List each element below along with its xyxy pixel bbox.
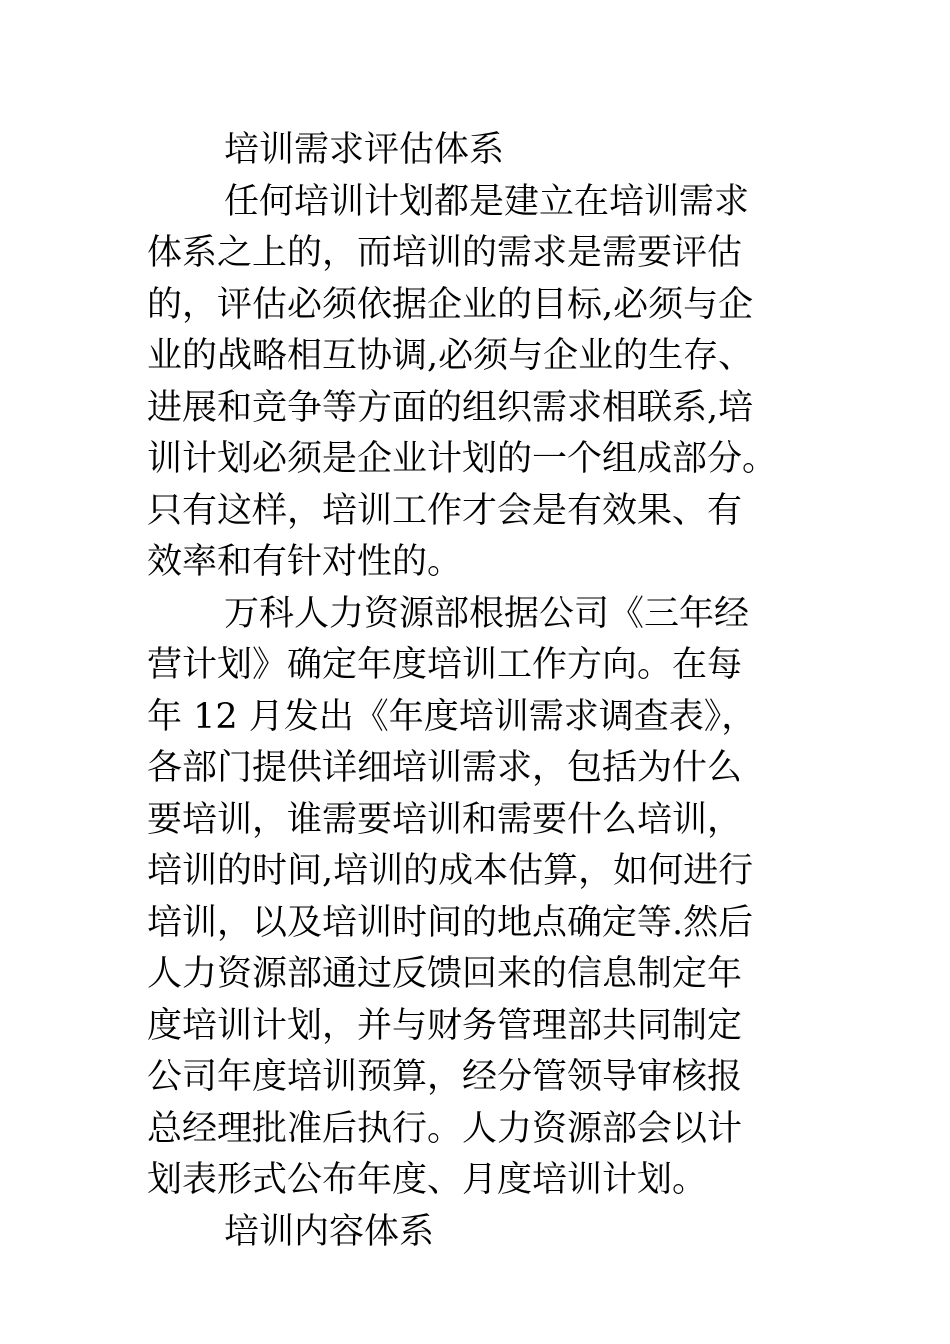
paragraph-line: 培训，以及培训时间的地点确定等.然后	[147, 902, 754, 943]
paragraph-line: 总经理批准后执行。人力资源部会以计	[147, 1108, 743, 1149]
paragraph-line: 各部门提供详细培训需求，包括为什么	[147, 748, 743, 788]
document-body	[147, 125, 807, 1258]
paragraph-line: 业的战略相互协调,必须与企业的生存、	[147, 336, 754, 376]
paragraph-line: 公司年度培训预算，经分管领导审核报	[147, 1057, 743, 1097]
paragraph-line: 只有这样，培训工作才会是有效果、有	[147, 490, 743, 531]
paragraph-line: 年 12 月发出《年度培训需求调查表》，	[147, 696, 757, 737]
paragraph-line: 的，评估必须依据企业的目标,必须与企	[147, 284, 754, 325]
paragraph-line: 划表形式公布年度、月度培训计划。	[147, 1160, 708, 1200]
paragraph-line: 要培训，谁需要培训和需要什么培训，	[147, 799, 743, 840]
paragraph-line: 人力资源部通过反馈回来的信息制定年	[147, 954, 743, 994]
section-heading-needs-assessment: 培训需求评估体系	[224, 130, 505, 170]
paragraph-line: 进展和竞争等方面的组织需求相联系,培	[147, 387, 754, 428]
paragraph-line: 任何培训计划都是建立在培训需求	[224, 181, 750, 222]
paragraph-line: 营计划》确定年度培训工作方向。在每	[147, 645, 743, 685]
section-heading-content-system: 培训内容体系	[224, 1211, 435, 1252]
paragraph-line: 万科人力资源部根据公司《三年经	[224, 593, 750, 634]
paragraph-line: 效率和有针对性的。	[147, 542, 463, 582]
paragraph-line: 度培训计划，并与财务管理部共同制定	[147, 1005, 743, 1046]
paragraph-line: 培训的时间,培训的成本估算，如何进行	[147, 851, 754, 891]
paragraph-line: 训计划必须是企业计划的一个组成部分。	[147, 439, 778, 479]
paragraph-line: 体系之上的，而培训的需求是需要评估	[147, 233, 743, 273]
